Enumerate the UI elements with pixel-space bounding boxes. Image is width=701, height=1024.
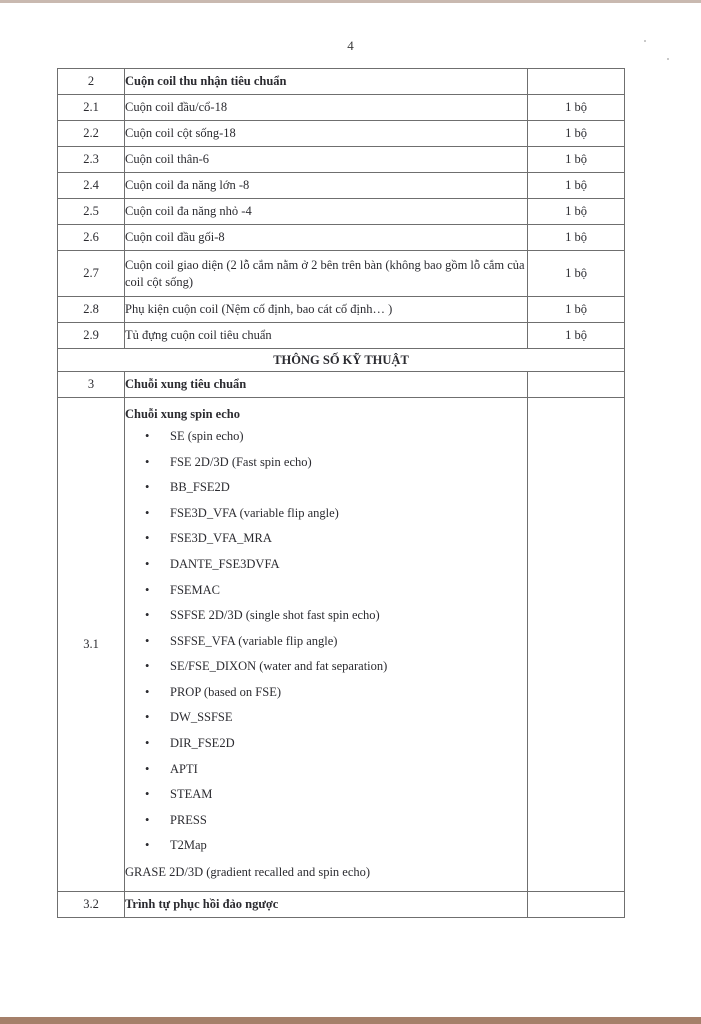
list-item xyxy=(125,782,527,808)
bullet-icon: • xyxy=(145,608,150,623)
bullet-icon: • xyxy=(145,659,150,674)
list-item-text: SSFSE 2D/3D (single shot fast spin echo) xyxy=(170,608,380,623)
scan-speck xyxy=(667,58,669,60)
page-bottom-edge xyxy=(0,1017,701,1024)
table-row xyxy=(58,173,625,199)
list-item-text: DANTE_FSE3DVFA xyxy=(170,556,280,571)
item-number: 3 xyxy=(58,372,125,398)
item-number: 2.1 xyxy=(58,95,125,121)
table-row xyxy=(58,225,625,251)
list-item xyxy=(125,578,527,604)
item-description: Cuộn coil cột sống-18 xyxy=(125,121,528,147)
item-quantity: 1 bộ xyxy=(528,297,625,323)
list-trailing-line: GRASE 2D/3D (gradient recalled and spin echo) xyxy=(125,865,371,880)
item-description: Cuộn coil giao diện (2 lỗ cắm nằm ở 2 bên trên bàn (không bao gồm lỗ cắm của coil cột sống) xyxy=(125,251,528,297)
list-item xyxy=(125,757,527,783)
item-number: 2.3 xyxy=(58,147,125,173)
bullet-icon: • xyxy=(145,582,150,597)
list-item xyxy=(125,705,527,731)
list-item-text: T2Map xyxy=(170,838,207,853)
list-item-text: BB_FSE2D xyxy=(170,480,230,495)
list-item-text: FSE3D_VFA_MRA xyxy=(170,531,272,546)
table-row xyxy=(58,95,625,121)
item-quantity: 1 bộ xyxy=(528,147,625,173)
item-number: 2.5 xyxy=(58,199,125,225)
item-description: Cuộn coil thân-6 xyxy=(125,147,528,173)
list-item-text: STEAM xyxy=(170,787,213,802)
list-item xyxy=(125,603,527,629)
item-quantity: 1 bộ xyxy=(528,121,625,147)
table-row xyxy=(58,69,625,95)
bullet-icon: • xyxy=(145,736,150,751)
page-top-edge xyxy=(0,0,701,3)
bullet-icon: • xyxy=(145,531,150,546)
list-item-text: PRESS xyxy=(170,812,207,827)
table-row xyxy=(58,147,625,173)
bullet-icon: • xyxy=(145,787,150,802)
list-item-text: SSFSE_VFA (variable flip angle) xyxy=(170,633,338,648)
item-description: Cuộn coil đầu/cổ-18 xyxy=(125,95,528,121)
bullet-icon: • xyxy=(145,428,150,443)
bullet-icon: • xyxy=(145,684,150,699)
spec-table xyxy=(57,68,625,918)
item-quantity xyxy=(528,372,625,398)
item-description: Trình tự phục hồi đảo ngược xyxy=(125,892,528,918)
bullet-icon: • xyxy=(145,505,150,520)
list-item xyxy=(125,552,527,578)
item-quantity: 1 bộ xyxy=(528,173,625,199)
list-item xyxy=(125,629,527,655)
list-item-text: DW_SSFSE xyxy=(170,710,233,725)
item-description: Tủ đựng cuộn coil tiêu chuẩn xyxy=(125,323,528,349)
bullet-icon: • xyxy=(145,761,150,776)
table-row xyxy=(58,323,625,349)
table-row xyxy=(58,121,625,147)
item-number: 2.4 xyxy=(58,173,125,199)
item-description: Phụ kiện cuộn coil (Nệm cố định, bao cát cố định… ) xyxy=(125,297,528,323)
list-item xyxy=(125,424,527,450)
list-item xyxy=(125,526,527,552)
item-number: 2.8 xyxy=(58,297,125,323)
table-row xyxy=(58,251,625,297)
section-row xyxy=(58,349,625,372)
item-description: Cuộn coil đầu gối-8 xyxy=(125,225,528,251)
table-row xyxy=(58,892,625,918)
scan-speck xyxy=(644,40,646,42)
bullet-icon: • xyxy=(145,710,150,725)
item-quantity: 1 bộ xyxy=(528,251,625,297)
bullet-icon: • xyxy=(145,480,150,495)
list-item xyxy=(125,654,527,680)
bullet-icon: • xyxy=(145,633,150,648)
bullet-icon: • xyxy=(145,838,150,853)
item-quantity: 1 bộ xyxy=(528,323,625,349)
list-item-text: FSEMAC xyxy=(170,582,221,597)
bullet-icon: • xyxy=(145,454,150,469)
list-item xyxy=(125,450,527,476)
list-item-text: FSE 2D/3D (Fast spin echo) xyxy=(170,454,312,469)
item-number: 2.7 xyxy=(58,251,125,297)
list-item xyxy=(125,731,527,757)
item-description: Chuỗi xung tiêu chuẩn xyxy=(125,372,528,398)
item-number: 2.9 xyxy=(58,323,125,349)
item-number: 2.2 xyxy=(58,121,125,147)
item-description: Cuộn coil đa năng lớn -8 xyxy=(125,173,528,199)
item-description: Cuộn coil thu nhận tiêu chuẩn xyxy=(125,69,528,95)
item-description: Cuộn coil đa năng nhỏ -4 xyxy=(125,199,528,225)
list-item xyxy=(125,680,527,706)
item-quantity xyxy=(528,892,625,918)
pulse-sequence-list xyxy=(125,398,528,892)
item-quantity xyxy=(528,398,625,892)
list-item xyxy=(125,501,527,527)
list-item-text: PROP (based on FSE) xyxy=(170,684,282,699)
list-item-text: APTI xyxy=(170,761,198,776)
item-number: 2.6 xyxy=(58,225,125,251)
list-item xyxy=(125,833,527,859)
list-item xyxy=(125,475,527,501)
table-row xyxy=(58,297,625,323)
table-row xyxy=(58,199,625,225)
bullet-icon: • xyxy=(145,556,150,571)
section-title: THÔNG SỐ KỸ THUẬT xyxy=(58,349,625,372)
list-item-text: FSE3D_VFA (variable flip angle) xyxy=(170,505,339,520)
page-number: 4 xyxy=(347,38,354,53)
bullet-icon: • xyxy=(145,812,150,827)
list-title: Chuỗi xung spin echo xyxy=(125,406,240,421)
list-item xyxy=(125,808,527,834)
item-quantity: 1 bộ xyxy=(528,225,625,251)
item-number: 2 xyxy=(58,69,125,95)
item-number: 3.2 xyxy=(58,892,125,918)
item-quantity: 1 bộ xyxy=(528,199,625,225)
item-number: 3.1 xyxy=(58,398,125,892)
list-item-text: DIR_FSE2D xyxy=(170,736,235,751)
table-row xyxy=(58,398,625,892)
table-row xyxy=(58,372,625,398)
item-quantity: 1 bộ xyxy=(528,95,625,121)
list-item-text: SE/FSE_DIXON (water and fat separation) xyxy=(170,659,388,674)
item-quantity xyxy=(528,69,625,95)
list-item-text: SE (spin echo) xyxy=(170,428,244,443)
